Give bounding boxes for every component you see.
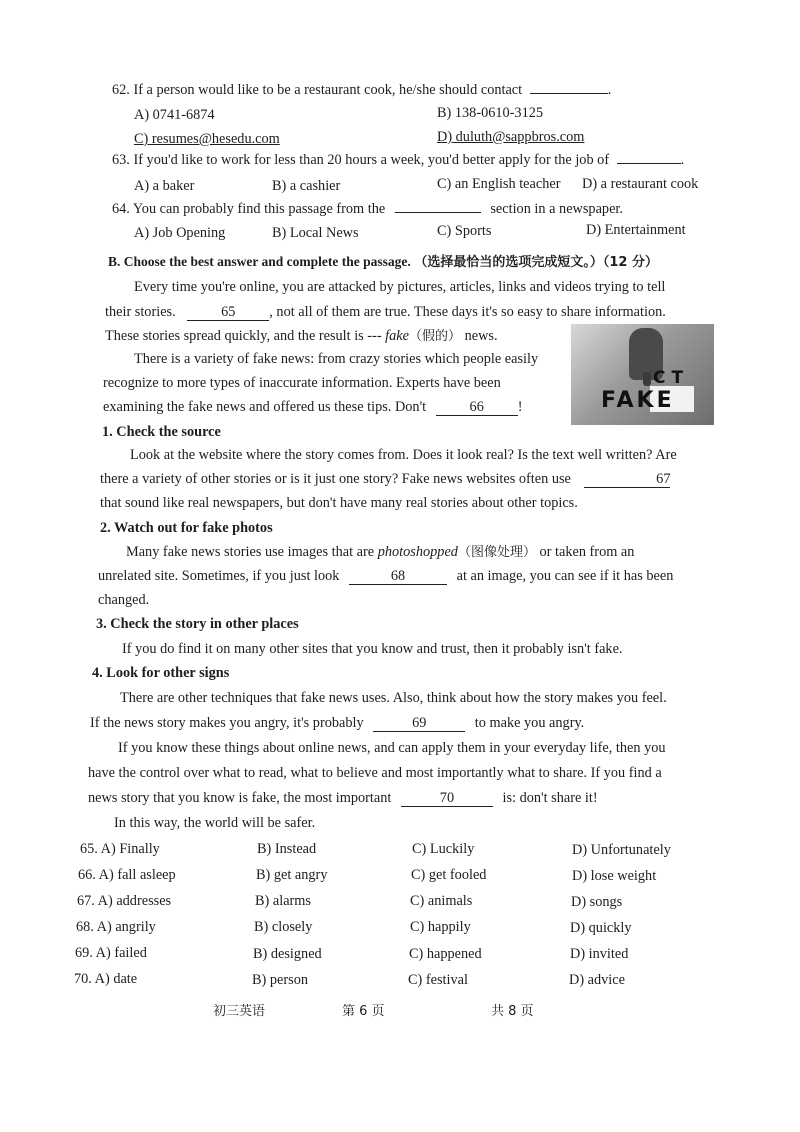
passage-text: is: don't share it! (502, 790, 598, 806)
passage-line (88, 789, 598, 807)
photoshopped-word: photoshopped (377, 544, 458, 560)
passage-text: ! (517, 399, 523, 415)
q63-option-a: A) a baker (134, 178, 195, 194)
question-64 (112, 200, 623, 218)
q63-option-b: B) a cashier (272, 178, 341, 194)
section-b-instruction-cn: （选择最恰当的选项完成短文。）（12 分） (414, 255, 658, 270)
passage-text: examining the fake news and offered us these tips. Don't (103, 399, 427, 415)
footer-page-number: 第 6 页 (342, 1004, 385, 1019)
option-68-b: B) closely (254, 919, 313, 935)
photo-fake-word: FAKE (601, 388, 675, 413)
tip-heading-2: 2. Watch out for fake photos (100, 520, 273, 536)
question-62 (112, 81, 611, 99)
q62-option-d: D) duluth@sappbros.com (437, 129, 585, 145)
answer-blank-68: 68 (349, 569, 447, 585)
q63-option-d: D) a restaurant cook (582, 176, 699, 192)
fake-word-cn: （假的） (408, 329, 461, 344)
answer-blank-65: 65 (187, 305, 269, 321)
option-70-a: 70. A) date (74, 971, 138, 987)
question-62-end: . (607, 82, 612, 98)
passage-line (105, 327, 498, 346)
option-70-d: D) advice (569, 972, 625, 988)
passage-line (98, 567, 673, 585)
fake-news-photo (571, 324, 714, 425)
section-b-heading (108, 253, 658, 272)
tip-heading-4: 4. Look for other signs (92, 665, 230, 681)
question-64-stem: 64. You can probably find this passage from the (112, 201, 386, 217)
passage-line (90, 714, 584, 732)
question-64-after: section in a newspaper. (490, 201, 623, 217)
q64-option-b: B) Local News (272, 225, 359, 241)
passage-text: at an image, you can see if it has been (456, 568, 674, 584)
passage-line: Look at the website where the story comes from. Does it look real? Is the text well written? Are (130, 447, 677, 463)
q62-option-b: B) 138-0610-3125 (437, 105, 544, 121)
option-68-c: C) happily (410, 919, 471, 935)
option-69-a: 69. A) failed (75, 945, 147, 961)
passage-line (126, 543, 634, 562)
passage-line: There is a variety of fake news: from crazy stories which people easily (134, 351, 539, 367)
passage-text: news. (464, 328, 498, 344)
finger-shape (643, 372, 651, 386)
answer-blank-63 (617, 163, 681, 164)
section-b-title: B. Choose the best answer and complete the passage. (108, 254, 411, 269)
passage-text: news story that you know is fake, the most important (88, 790, 392, 806)
passage-text: , not all of them are true. These days it's so easy to share information. (269, 304, 666, 320)
passage-line (100, 470, 670, 488)
q62-option-c: C) resumes@hesedu.com (134, 131, 280, 147)
option-67-a: 67. A) addresses (77, 893, 172, 909)
option-69-b: B) designed (253, 946, 322, 962)
photoshopped-cn: （图像处理） (457, 545, 536, 560)
passage-text: unrelated site. Sometimes, if you just look (98, 568, 340, 584)
answer-blank-66: 66 (436, 400, 518, 416)
passage-line: If you know these things about online news, and can apply them in your everyday life, then you (118, 740, 666, 756)
option-68-d: D) quickly (570, 920, 632, 936)
option-68-a: 68. A) angrily (76, 919, 156, 935)
q64-option-d: D) Entertainment (586, 222, 686, 238)
answer-blank-64 (395, 212, 481, 213)
q63-option-c: C) an English teacher (437, 176, 561, 192)
tip-heading-3: 3. Check the story in other places (96, 616, 299, 632)
tip-heading-1: 1. Check the source (102, 424, 221, 440)
passage-line (105, 303, 666, 321)
answer-blank-67: 67 (584, 472, 670, 488)
option-66-b: B) get angry (256, 867, 328, 883)
option-66-c: C) get fooled (411, 867, 487, 883)
answer-blank-70: 70 (401, 791, 493, 807)
option-66-d: D) lose weight (572, 868, 657, 884)
option-67-b: B) alarms (255, 893, 311, 909)
option-67-c: C) animals (410, 893, 473, 909)
q64-option-a: A) Job Opening (134, 225, 226, 241)
passage-line: In this way, the world will be safer. (114, 815, 316, 831)
passage-line (103, 398, 522, 416)
question-63 (112, 151, 684, 169)
passage-line: Every time you're online, you are attacked by pictures, articles, links and videos trying to tell (134, 279, 666, 295)
answer-blank-62 (530, 93, 608, 94)
answer-blank-69: 69 (373, 716, 465, 732)
passage-line: changed. (98, 592, 150, 608)
passage-line: have the control over what to read, what to believe and most importantly what to share. If you find a (88, 765, 662, 781)
photo-overlay-letters: CT (653, 368, 690, 388)
q62-option-a: A) 0741-6874 (134, 107, 215, 123)
q64-option-c: C) Sports (437, 223, 492, 239)
question-63-stem: 63. If you'd like to work for less than 20 hours a week, you'd better apply for the job of (112, 152, 610, 168)
option-70-b: B) person (252, 972, 308, 988)
footer-total-pages: 共 8 页 (491, 1004, 534, 1019)
option-65-b: B) Instead (257, 841, 317, 857)
passage-text: to make you angry. (474, 715, 585, 731)
passage-text: If the news story makes you angry, it's probably (90, 715, 364, 731)
option-69-d: D) invited (570, 946, 629, 962)
passage-line: recognize to more types of inaccurate information. Experts have been (103, 375, 501, 391)
option-70-c: C) festival (408, 972, 468, 988)
passage-text: Many fake news stories use images that are (126, 544, 375, 560)
option-69-c: C) happened (409, 946, 482, 962)
question-63-end: . (680, 152, 685, 168)
option-65-c: C) Luckily (412, 841, 475, 857)
option-66-a: 66. A) fall asleep (78, 867, 176, 883)
fake-word: fake (385, 328, 409, 344)
passage-line: If you do find it on many other sites that you know and trust, then it probably isn't fake. (122, 641, 623, 657)
passage-line: that sound like real newspapers, but don't have many real stories about other topics. (100, 495, 578, 511)
option-67-d: D) songs (571, 894, 623, 910)
option-65-d: D) Unfortunately (572, 842, 671, 858)
footer-subject: 初三英语 (213, 1004, 266, 1019)
passage-text: their stories. (105, 304, 176, 320)
question-62-stem: 62. If a person would like to be a restaurant cook, he/she should contact (112, 82, 523, 98)
passage-line: There are other techniques that fake news uses. Also, think about how the story makes you feel. (120, 690, 667, 706)
passage-text: there a variety of other stories or is it just one story? Fake news websites often use (100, 471, 571, 487)
option-65-a: 65. A) Finally (80, 841, 160, 857)
passage-text: or taken from an (539, 544, 635, 560)
passage-text: These stories spread quickly, and the result is --- (105, 328, 382, 344)
